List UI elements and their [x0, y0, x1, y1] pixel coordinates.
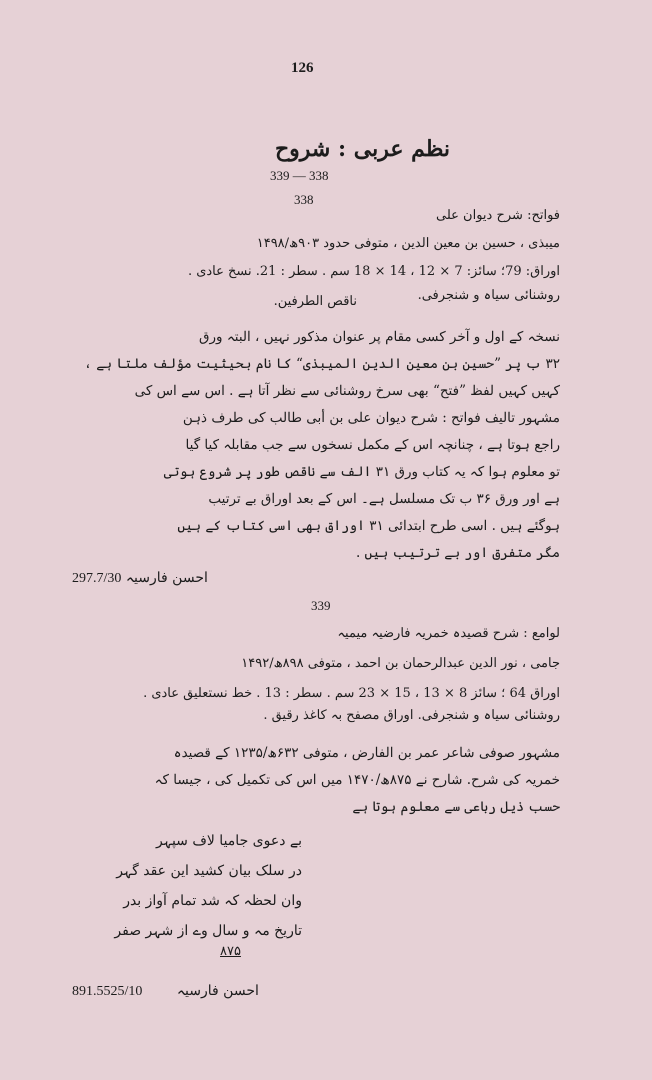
rubai-poem	[114, 826, 302, 946]
entry-338-reference	[72, 570, 208, 587]
poem-line: تاریخ مہ و سال وے از شہر صفر	[114, 923, 302, 939]
entry-range: 339 — 338	[270, 168, 329, 183]
description-line: نسخہ کے اول و آخر کسی مقام پر عنوان مذکور نہیں ، البتہ ورق	[199, 329, 560, 345]
entry-339-description	[120, 740, 560, 821]
description-line: ۳۲ ب پر ”حسین بن معین الدین المیبذی“ کا نام بحیثیت مؤلف ملتا ہے ،	[84, 356, 560, 372]
description-line: ہے اور ورق ۳۶ ب تک مسلسل ہے۔ اس کے بعد اوراق بے ترتیب	[208, 491, 560, 507]
entry-338-title: فواتح: شرح دیوان علی	[436, 208, 560, 223]
description-line: خمریہ کی شرح. شارح نے ۸۷۵ھ/۱۴۷۰ میں اس کی تکمیل کی ، جیسا کہ	[154, 772, 560, 788]
description-line: مشہور تالیف فواتح : شرح دیوان علی بن أبی طالب کی طرف ذہن	[182, 410, 560, 426]
section-heading: نظم عربی : شروح	[274, 136, 450, 162]
poem-year: ۸۷۵	[220, 944, 241, 959]
poem-line: بے دعوی جامیا لاف سپہر	[156, 833, 302, 849]
collection-name: احسن فارسیہ	[125, 570, 208, 586]
entry-339-physical: اوراق 64 ؛ سائز 8 × 13 ، 15 × 23 سم . سطر : 13 . خط نستعلیق عادی .	[143, 686, 560, 701]
shelfmark: 891.5525/10	[72, 984, 143, 999]
entry-338-physical: اوراق: 79؛ سائز: 7 × 12 ، 14 × 18 سم . سطر : 21. نسخ عادی .	[187, 264, 560, 279]
entry-339-reference	[72, 983, 259, 1000]
poem-line: در سلک بیان کشید این عقد گہر	[116, 863, 302, 879]
description-line: مگر متفرق اور بے ترتیب ہیں .	[355, 545, 560, 561]
description-line: مشہور صوفی شاعر عمر بن الفارض ، متوفی ۶۳۲ھ/۱۲۳۵ کے قصیدہ	[173, 745, 560, 761]
description-line: حسب ذیل رباعی سے معلوم ہوتا ہے	[352, 799, 560, 815]
description-line: تو معلوم ہوا کہ یہ کتاب ورق ۳۱ الف سے ناقص طور پر شروع ہوتی	[163, 464, 560, 480]
entry-338-description	[84, 324, 560, 567]
entry-338-ink: روشنائی سیاہ و شنجرفی.	[417, 288, 560, 303]
description-line: ہوگئے ہیں . اسی طرح ابتدائی ۳۱ اوراق بھی اسی کتاب کے ہیں	[177, 518, 560, 534]
entry-339-title: لوامع : شرح قصیدہ خمریہ فارضیہ میمیہ	[337, 626, 560, 641]
description-line: راجع ہوتا ہے ، چنانچہ اس کے مکمل نسخوں سے جب مقابلہ کیا گیا	[185, 437, 560, 453]
entry-338-condition: ناقص الطرفین.	[273, 294, 357, 309]
description-line: کہیں کہیں لفظ ”فتح“ بھی سرخ روشنائی سے نظر آتا ہے . اس سے اس کی	[134, 383, 560, 399]
page-number: 126	[291, 60, 314, 76]
poem-line: وان لحظہ کہ شد تمام آواز بدر	[123, 893, 302, 909]
entry-339-author: جامی ، نور الدین عبدالرحمان بن احمد ، متوفی ۸۹۸ھ/۱۴۹۲	[241, 656, 560, 671]
entry-338-author: میبذی ، حسین بن معین الدین ، متوفی حدود ۹۰۳ھ/۱۴۹۸	[256, 236, 560, 251]
entry-339-ink: روشنائی سیاہ و شنجرفی. اوراق مصفح بہ کاغذ رقیق .	[263, 708, 560, 723]
entry-338-number: 338	[294, 192, 314, 207]
collection-name: احسن فارسیہ	[176, 983, 259, 999]
shelfmark: 297.7/30	[72, 571, 122, 586]
entry-339-number: 339	[311, 598, 331, 613]
